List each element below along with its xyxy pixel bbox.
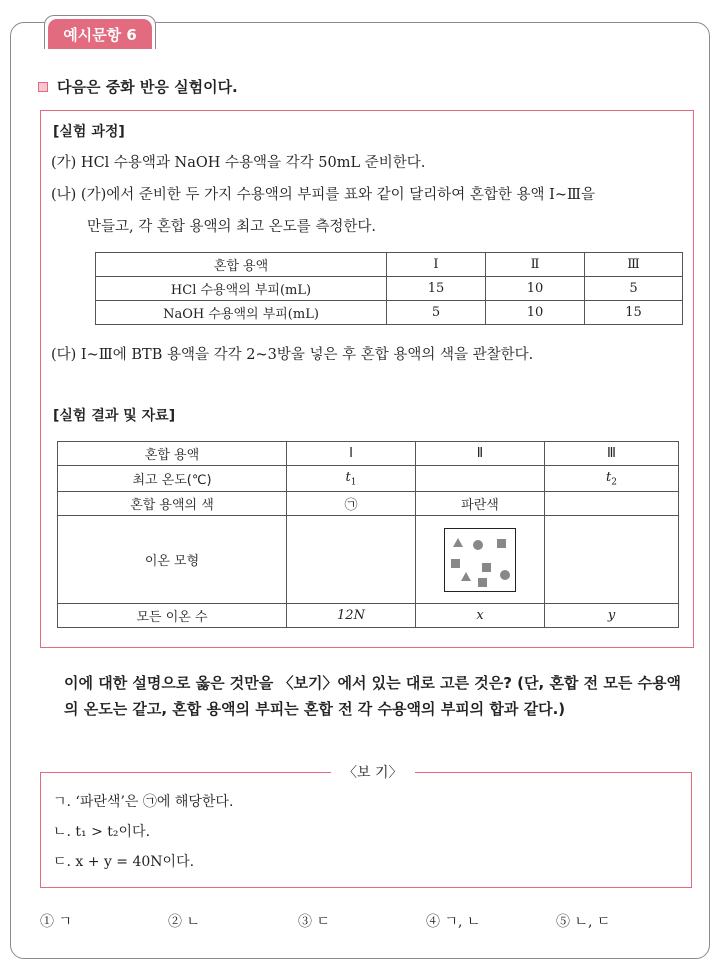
square-ion-icon: [451, 559, 460, 568]
square-bullet-icon: [38, 82, 48, 92]
model-II: [416, 516, 545, 604]
step-da: (다) Ⅰ~Ⅲ에 BTB 용액을 각각 2~3방울 넣은 후 혼합 용액의 색을 관찰한다.: [51, 347, 534, 363]
total-label: 모든 이온 수: [58, 604, 287, 628]
step-na-cont: 만들고, 각 혼합 용액의 최고 온도를 측정한다.: [87, 219, 376, 235]
results-heading: [실험 결과 및 자료]: [53, 408, 176, 424]
table-cell: 5: [585, 277, 683, 301]
ion-model-diagram: [444, 528, 516, 592]
color-III: [545, 492, 679, 516]
table-cell: 5: [387, 301, 486, 325]
table-row: [96, 277, 683, 301]
table-cell: HCl 수용액의 부피(mL): [96, 277, 387, 301]
triangle-ion-icon: [453, 538, 463, 547]
max-temp-II: [416, 466, 545, 492]
triangle-ion-icon: [461, 572, 471, 581]
table-row: [58, 492, 679, 516]
answer-option-1[interactable]: ① ㄱ: [40, 914, 72, 930]
table-row: [58, 604, 679, 628]
square-ion-icon: [482, 563, 491, 572]
table-header: Ⅲ: [545, 442, 679, 466]
table-cell: NaOH 수용액의 부피(mL): [96, 301, 387, 325]
table-cell: 15: [585, 301, 683, 325]
table-header: Ⅱ: [416, 442, 545, 466]
circle-ion-icon: [473, 540, 483, 550]
results-table: [57, 441, 679, 628]
max-temp-label: 최고 온도(℃): [58, 466, 287, 492]
table-cell: 10: [486, 277, 585, 301]
table-row: [58, 442, 679, 466]
square-ion-icon: [497, 539, 506, 548]
table-row: [58, 466, 679, 492]
square-ion-icon: [478, 578, 487, 587]
answer-option-5[interactable]: ⑤ ㄴ, ㄷ: [556, 914, 611, 930]
table-header: Ⅰ: [287, 442, 416, 466]
table-row: [58, 516, 679, 604]
table-header: 혼합 용액: [58, 442, 287, 466]
answer-option-4[interactable]: ④ ㄱ, ㄴ: [426, 914, 481, 930]
bogi-item-2: ㄴ. t₁ > t₂이다.: [53, 824, 151, 840]
table-cell: 15: [387, 277, 486, 301]
answer-option-3[interactable]: ③ ㄷ: [298, 914, 330, 930]
total-III: y: [545, 604, 679, 628]
color-I: ㉠: [287, 492, 416, 516]
question-title: [38, 76, 238, 97]
total-I: 12N: [287, 604, 416, 628]
bogi-item-1: ㄱ. ‘파란색’은 ㉠에 해당한다.: [53, 794, 234, 810]
max-temp-I: $t_1$: [287, 466, 416, 492]
question-text: 이에 대한 설명으로 옳은 것만을 〈보기〉에서 있는 대로 고른 것은? (단, 혼합 전 모든 수용액의 온도는 같고, 혼합 용액의 부피는 혼합 전 각 수용액의 부피의 합과 같다.): [64, 674, 682, 718]
experiment-box: [40, 110, 694, 648]
bogi-box: [40, 765, 692, 888]
max-temp-III: $t_2$: [545, 466, 679, 492]
table-header: 혼합 용액: [96, 253, 387, 277]
procedure-heading: [실험 과정]: [53, 124, 125, 140]
table-header: Ⅰ: [387, 253, 486, 277]
answer-option-2[interactable]: ② ㄴ: [168, 914, 200, 930]
table-row: [96, 253, 683, 277]
bogi-item-3: ㄷ. x + y = 40N이다.: [53, 854, 195, 870]
step-na: (나) (가)에서 준비한 두 가지 수용액의 부피를 표와 같이 달리하여 혼합한 용액 Ⅰ~Ⅲ을: [51, 187, 596, 203]
model-I: [287, 516, 416, 604]
model-label: 이온 모형: [58, 516, 287, 604]
question-title-text: 다음은 중화 반응 실험이다.: [57, 78, 238, 96]
bogi-title: 〈보 기〉: [331, 762, 415, 782]
table-header: Ⅱ: [486, 253, 585, 277]
problem-badge: 예시문항 6: [48, 19, 152, 49]
mixing-table: [95, 252, 683, 325]
color-II: 파란색: [416, 492, 545, 516]
total-II: x: [416, 604, 545, 628]
table-cell: 10: [486, 301, 585, 325]
model-III: [545, 516, 679, 604]
step-ga: (가) HCl 수용액과 NaOH 수용액을 각각 50mL 준비한다.: [51, 155, 426, 171]
circle-ion-icon: [500, 570, 510, 580]
table-header: Ⅲ: [585, 253, 683, 277]
color-label: 혼합 용액의 색: [58, 492, 287, 516]
table-row: [96, 301, 683, 325]
